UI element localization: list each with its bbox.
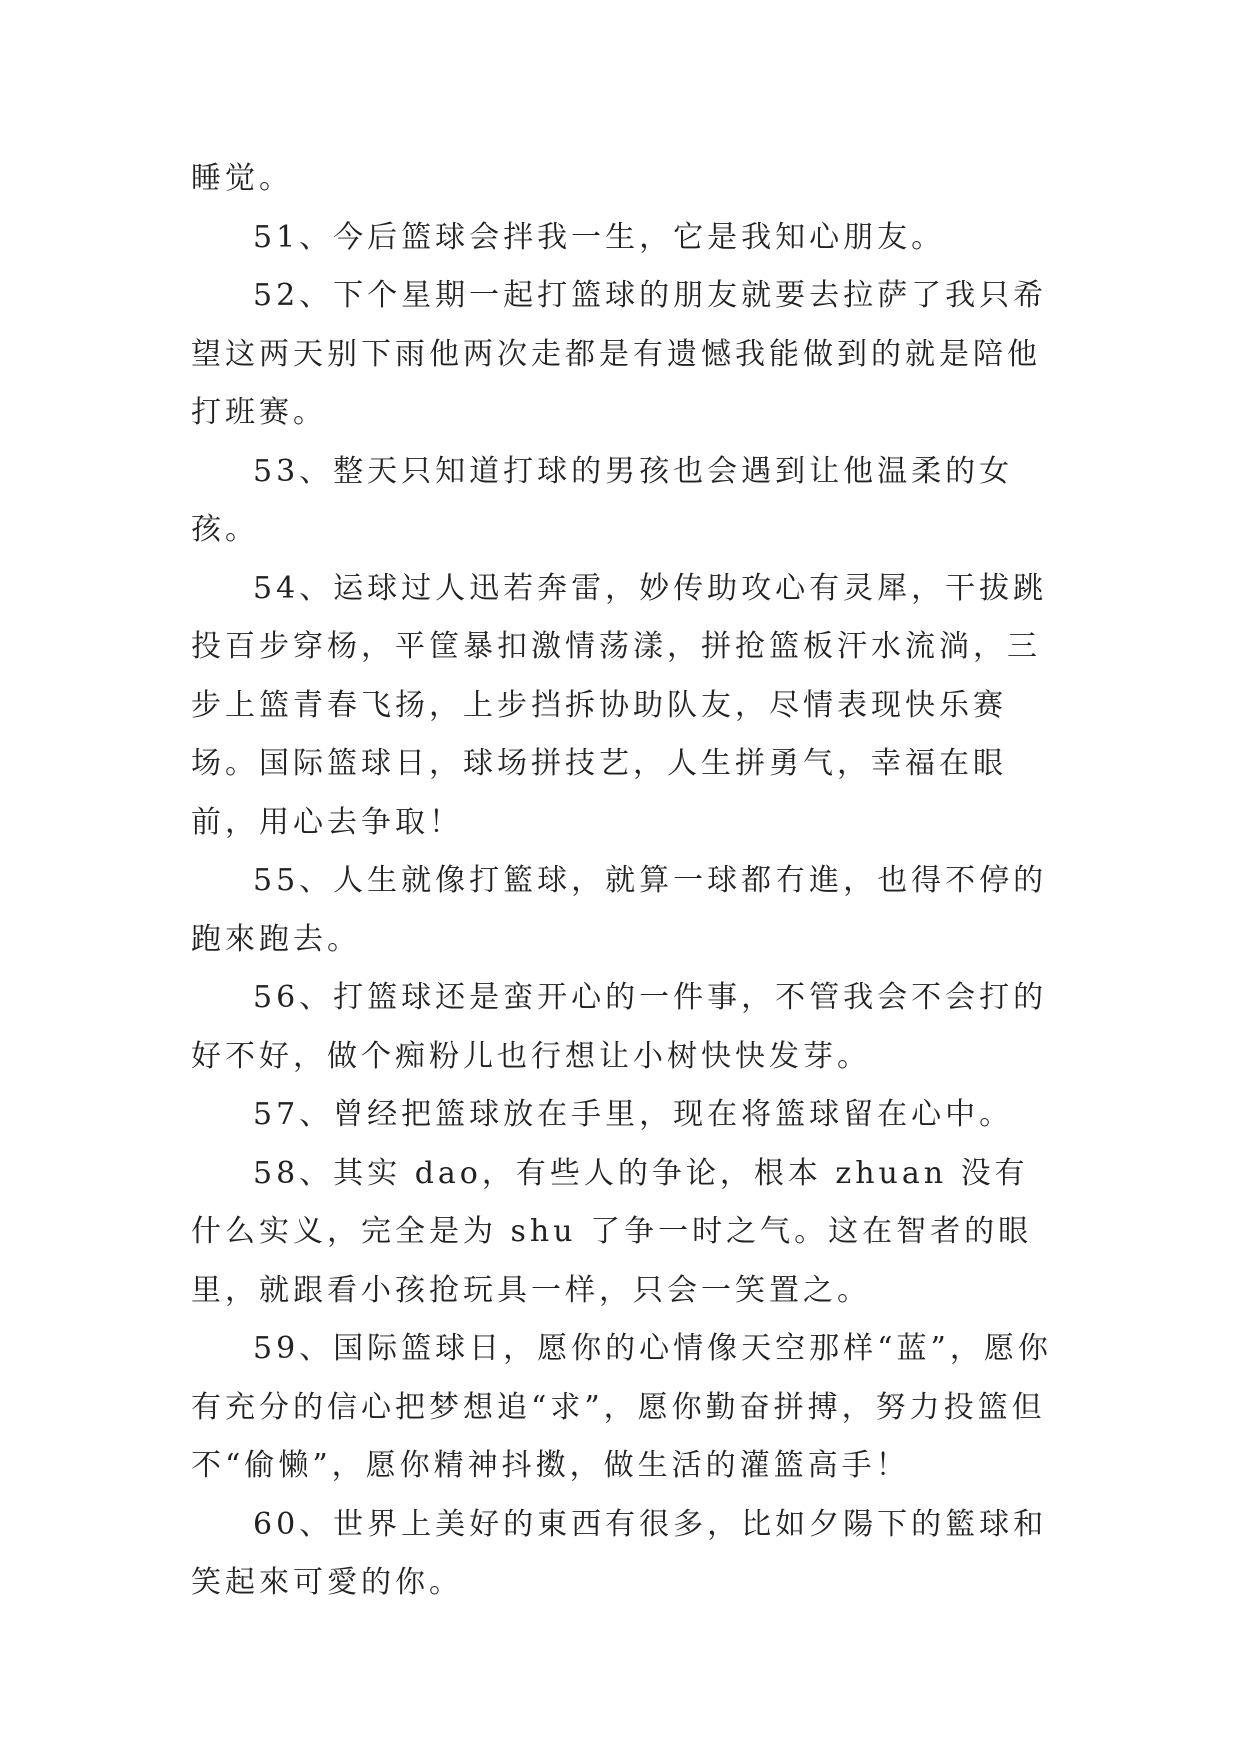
paragraph-52: 52、下个星期一起打篮球的朋友就要去拉萨了我只希望这两天别下雨他两次走都是有遗憾我能做到的就是陪他打班赛。	[191, 278, 1048, 430]
paragraph-60: 60、世界上美好的東西有很多，比如夕陽下的籃球和笑起來可愛的你。	[191, 1506, 1048, 1600]
paragraph-58: 58、其实 dao，有些人的争论，根本 zhuan 没有什么实义，完全是为 shu 了争一时之气。这在智者的眼里，就跟看小孩抢玩具一样，只会一笑置之。	[191, 1155, 1033, 1308]
paragraph-55: 55、人生就像打籃球，就算一球都冇進，也得不停的跑來跑去。	[191, 863, 1048, 957]
paragraph-57: 57、曾经把篮球放在手里，现在将篮球留在心中。	[253, 1097, 1014, 1132]
paragraph-56: 56、打篮球还是蛮开心的一件事，不管我会不会打的好不好，做个痴粉儿也行想让小树快快发芽。	[191, 980, 1048, 1074]
paragraph-continuation: 睡觉。	[191, 161, 293, 196]
paragraph-51: 51、今后篮球会拌我一生，它是我知心朋友。	[253, 219, 946, 255]
document-body	[191, 150, 1061, 1613]
paragraph-59: 59、国际篮球日，愿你的心情像天空那样“蓝”，愿你有充分的信心把梦想追“求”，愿你勤奋拼搏，努力投篮但不“偷懒”，愿你精神抖擞，做生活的灌篮高手！	[191, 1331, 1052, 1483]
paragraph-53: 53、整天只知道打球的男孩也会遇到让他温柔的女孩。	[191, 453, 1014, 547]
paragraph-54: 54、运球过人迅若奔雷，妙传助攻心有灵犀，干拔跳投百步穿杨，平筐暴扣激情荡漾，拼抢篮板汗水流淌，三步上篮青春飞扬，上步挡拆协助队友，尽情表现快乐赛场。国际篮球日，球场拼技艺，人生拼勇气，幸福在眼前，用心去争取！	[191, 570, 1048, 840]
